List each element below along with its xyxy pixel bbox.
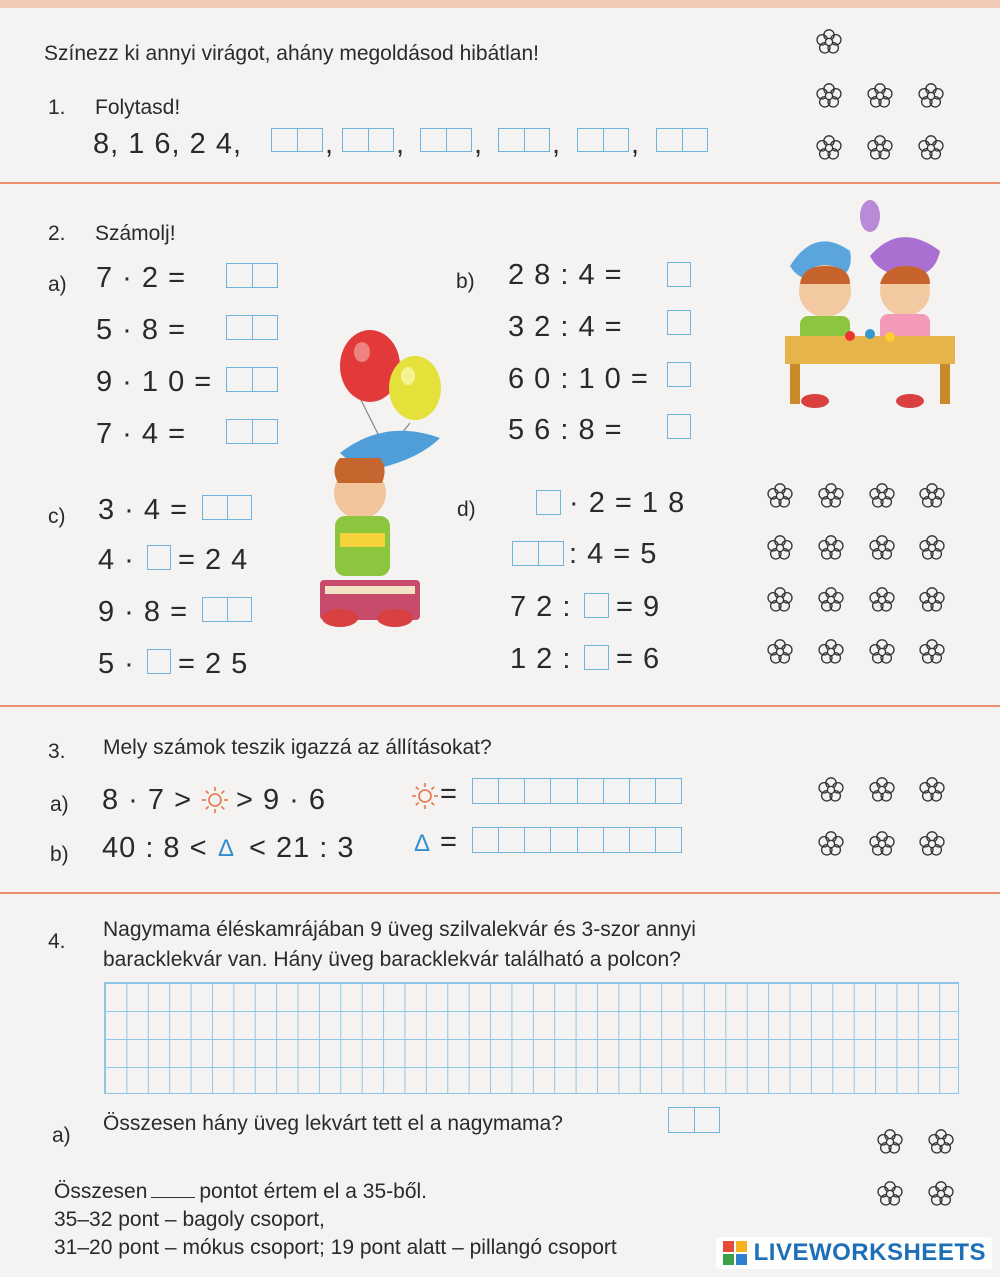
equation-a3: 9 · 1 0 = [96,366,213,398]
flower-icon[interactable] [815,134,843,162]
equals-sign: = [440,826,458,858]
answer-box-d3[interactable] [584,593,609,618]
answer-box-3[interactable] [420,128,472,152]
elf-with-balloons-illustration [300,318,450,640]
equation-a2: 5 · 8 = [96,314,187,346]
triangle-icon: Δ [414,830,431,857]
answer-box-2[interactable] [342,128,394,152]
comma: , [552,128,562,160]
answer-box-6[interactable] [656,128,708,152]
section-divider [0,705,1000,707]
flower-icon[interactable] [868,586,896,614]
sub-label-d: d) [457,498,476,521]
task3-number: 3. [48,740,66,763]
flower-icon[interactable] [918,586,946,614]
comma: , [631,128,641,160]
inequality-a-right: > 9 · 6 [236,784,327,816]
inequality-b-left: 40 : 8 < [102,832,208,864]
flower-icon[interactable] [868,776,896,804]
score-range-1: 35–32 pont – bagoly csoport, [54,1208,325,1231]
comma: , [396,128,406,160]
flower-icon[interactable] [918,534,946,562]
equation-b3: 6 0 : 1 0 = [508,363,649,395]
answer-box-1[interactable] [271,128,323,152]
answer-box-4[interactable] [498,128,550,152]
equation-d3-right: = 9 [616,591,661,623]
flower-icon[interactable] [817,482,845,510]
task1-sequence: 8, 1 6, 2 4, [93,128,243,160]
watermark-logo [716,1237,992,1269]
equation-b2: 3 2 : 4 = [508,311,623,343]
flower-icon[interactable] [815,28,843,56]
equation-c2-left: 4 · [98,544,135,576]
flower-icon[interactable] [927,1180,955,1208]
comma: , [474,128,484,160]
section-divider [0,182,1000,184]
task3-title: Mely számok teszik igazzá az állításokat? [103,736,492,759]
answer-box-a3[interactable] [226,367,278,392]
answer-box-c4[interactable] [147,649,171,674]
equation-b4: 5 6 : 8 = [508,414,623,446]
flower-icon[interactable] [815,82,843,110]
triangle-icon: Δ [218,835,235,862]
task4-question-a: Összesen hány üveg lekvárt tett el a nagymama? [103,1112,563,1135]
flower-icon[interactable] [766,586,794,614]
score-range-2: 31–20 pont – mókus csoport; 19 pont alatt – pillangó csoport [54,1236,617,1259]
equation-d4-right: = 6 [616,643,661,675]
flower-icon[interactable] [917,134,945,162]
flower-icon[interactable] [927,1128,955,1156]
answer-box-b4[interactable] [667,414,691,439]
equation-c1: 3 · 4 = [98,494,189,526]
flower-icon[interactable] [866,82,894,110]
flower-icon[interactable] [876,1128,904,1156]
equation-c2-right: = 2 4 [178,544,249,576]
equation-c3: 9 · 8 = [98,596,189,628]
flower-icon[interactable] [876,1180,904,1208]
flower-icon[interactable] [918,482,946,510]
task4-number: 4. [48,930,66,953]
flower-icon[interactable] [817,776,845,804]
score-prefix: Összesen [54,1180,148,1203]
top-color-band [0,0,1000,8]
work-grid[interactable] [104,982,959,1094]
task1-title: Folytasd! [95,96,181,119]
instructions: Színezz ki annyi virágot, ahány megoldásod hibátlan! [44,42,539,65]
equation-c4-right: = 2 5 [178,648,249,680]
answer-box-c1[interactable] [202,495,252,520]
flower-icon[interactable] [817,638,845,666]
score-blank[interactable] [151,1197,195,1198]
answer-strip-b[interactable] [472,827,682,853]
task4-line2: baracklekvár van. Hány üveg baracklekvár található a polcon? [103,948,681,971]
equation-a4: 7 · 4 = [96,418,187,450]
sub-label-b: b) [456,270,475,293]
flower-icon[interactable] [917,82,945,110]
sun-icon [200,785,230,815]
answer-box-b3[interactable] [667,362,691,387]
liveworksheets-logo-icon [722,1240,748,1266]
task2-number: 2. [48,222,66,245]
flower-icon[interactable] [817,534,845,562]
flower-icon[interactable] [868,638,896,666]
flower-icon[interactable] [918,776,946,804]
watermark-text: LIVEWORKSHEETS [753,1239,986,1266]
equation-d4-left: 1 2 : [510,643,572,675]
answer-box-b2[interactable] [667,310,691,335]
answer-box-task4a[interactable] [668,1107,720,1133]
equation-d3-left: 7 2 : [510,591,572,623]
section-divider [0,892,1000,894]
score-line [54,1180,427,1204]
flower-icon[interactable] [766,482,794,510]
sub-label-a: a) [48,273,67,296]
inequality-a-left: 8 · 7 > [102,784,193,816]
flower-icon[interactable] [866,134,894,162]
answer-strip-a[interactable] [472,778,682,804]
flower-icon[interactable] [766,534,794,562]
sub-label-b: b) [50,843,69,866]
sun-icon [410,781,440,811]
sub-label-c: c) [48,505,66,528]
answer-box-d1[interactable] [536,490,561,515]
answer-box-c2[interactable] [147,545,171,570]
comma: , [325,128,335,160]
task4-line1: Nagymama éléskamrájában 9 üveg szilvalekvár és 3-szor annyi [103,918,696,941]
flower-icon[interactable] [868,830,896,858]
answer-box-c3[interactable] [202,597,252,622]
answer-box-a2[interactable] [226,315,278,340]
flower-icon[interactable] [817,586,845,614]
answer-box-a4[interactable] [226,419,278,444]
equation-a1: 7 · 2 = [96,262,187,294]
equation-d1: · 2 = 1 8 [569,487,686,519]
score-suffix: pontot értem el a 35-ből. [199,1180,428,1203]
equation-b1: 2 8 : 4 = [508,259,623,291]
children-at-table-illustration [760,196,965,411]
equals-sign: = [440,778,458,810]
task1-number: 1. [48,96,66,119]
flower-icon[interactable] [868,534,896,562]
answer-box-d4[interactable] [584,645,609,670]
flower-icon[interactable] [918,830,946,858]
sub-label-a: a) [52,1124,71,1147]
inequality-b-right: < 21 : 3 [249,832,355,864]
flower-icon[interactable] [766,638,794,666]
sub-label-a: a) [50,793,69,816]
flower-icon[interactable] [918,638,946,666]
task2-title: Számolj! [95,222,176,245]
answer-box-d2[interactable] [512,541,564,566]
answer-box-b1[interactable] [667,262,691,287]
equation-c4-left: 5 · [98,648,135,680]
flower-icon[interactable] [817,830,845,858]
answer-box-a1[interactable] [226,263,278,288]
answer-box-5[interactable] [577,128,629,152]
equation-d2: : 4 = 5 [569,538,658,570]
flower-icon[interactable] [868,482,896,510]
